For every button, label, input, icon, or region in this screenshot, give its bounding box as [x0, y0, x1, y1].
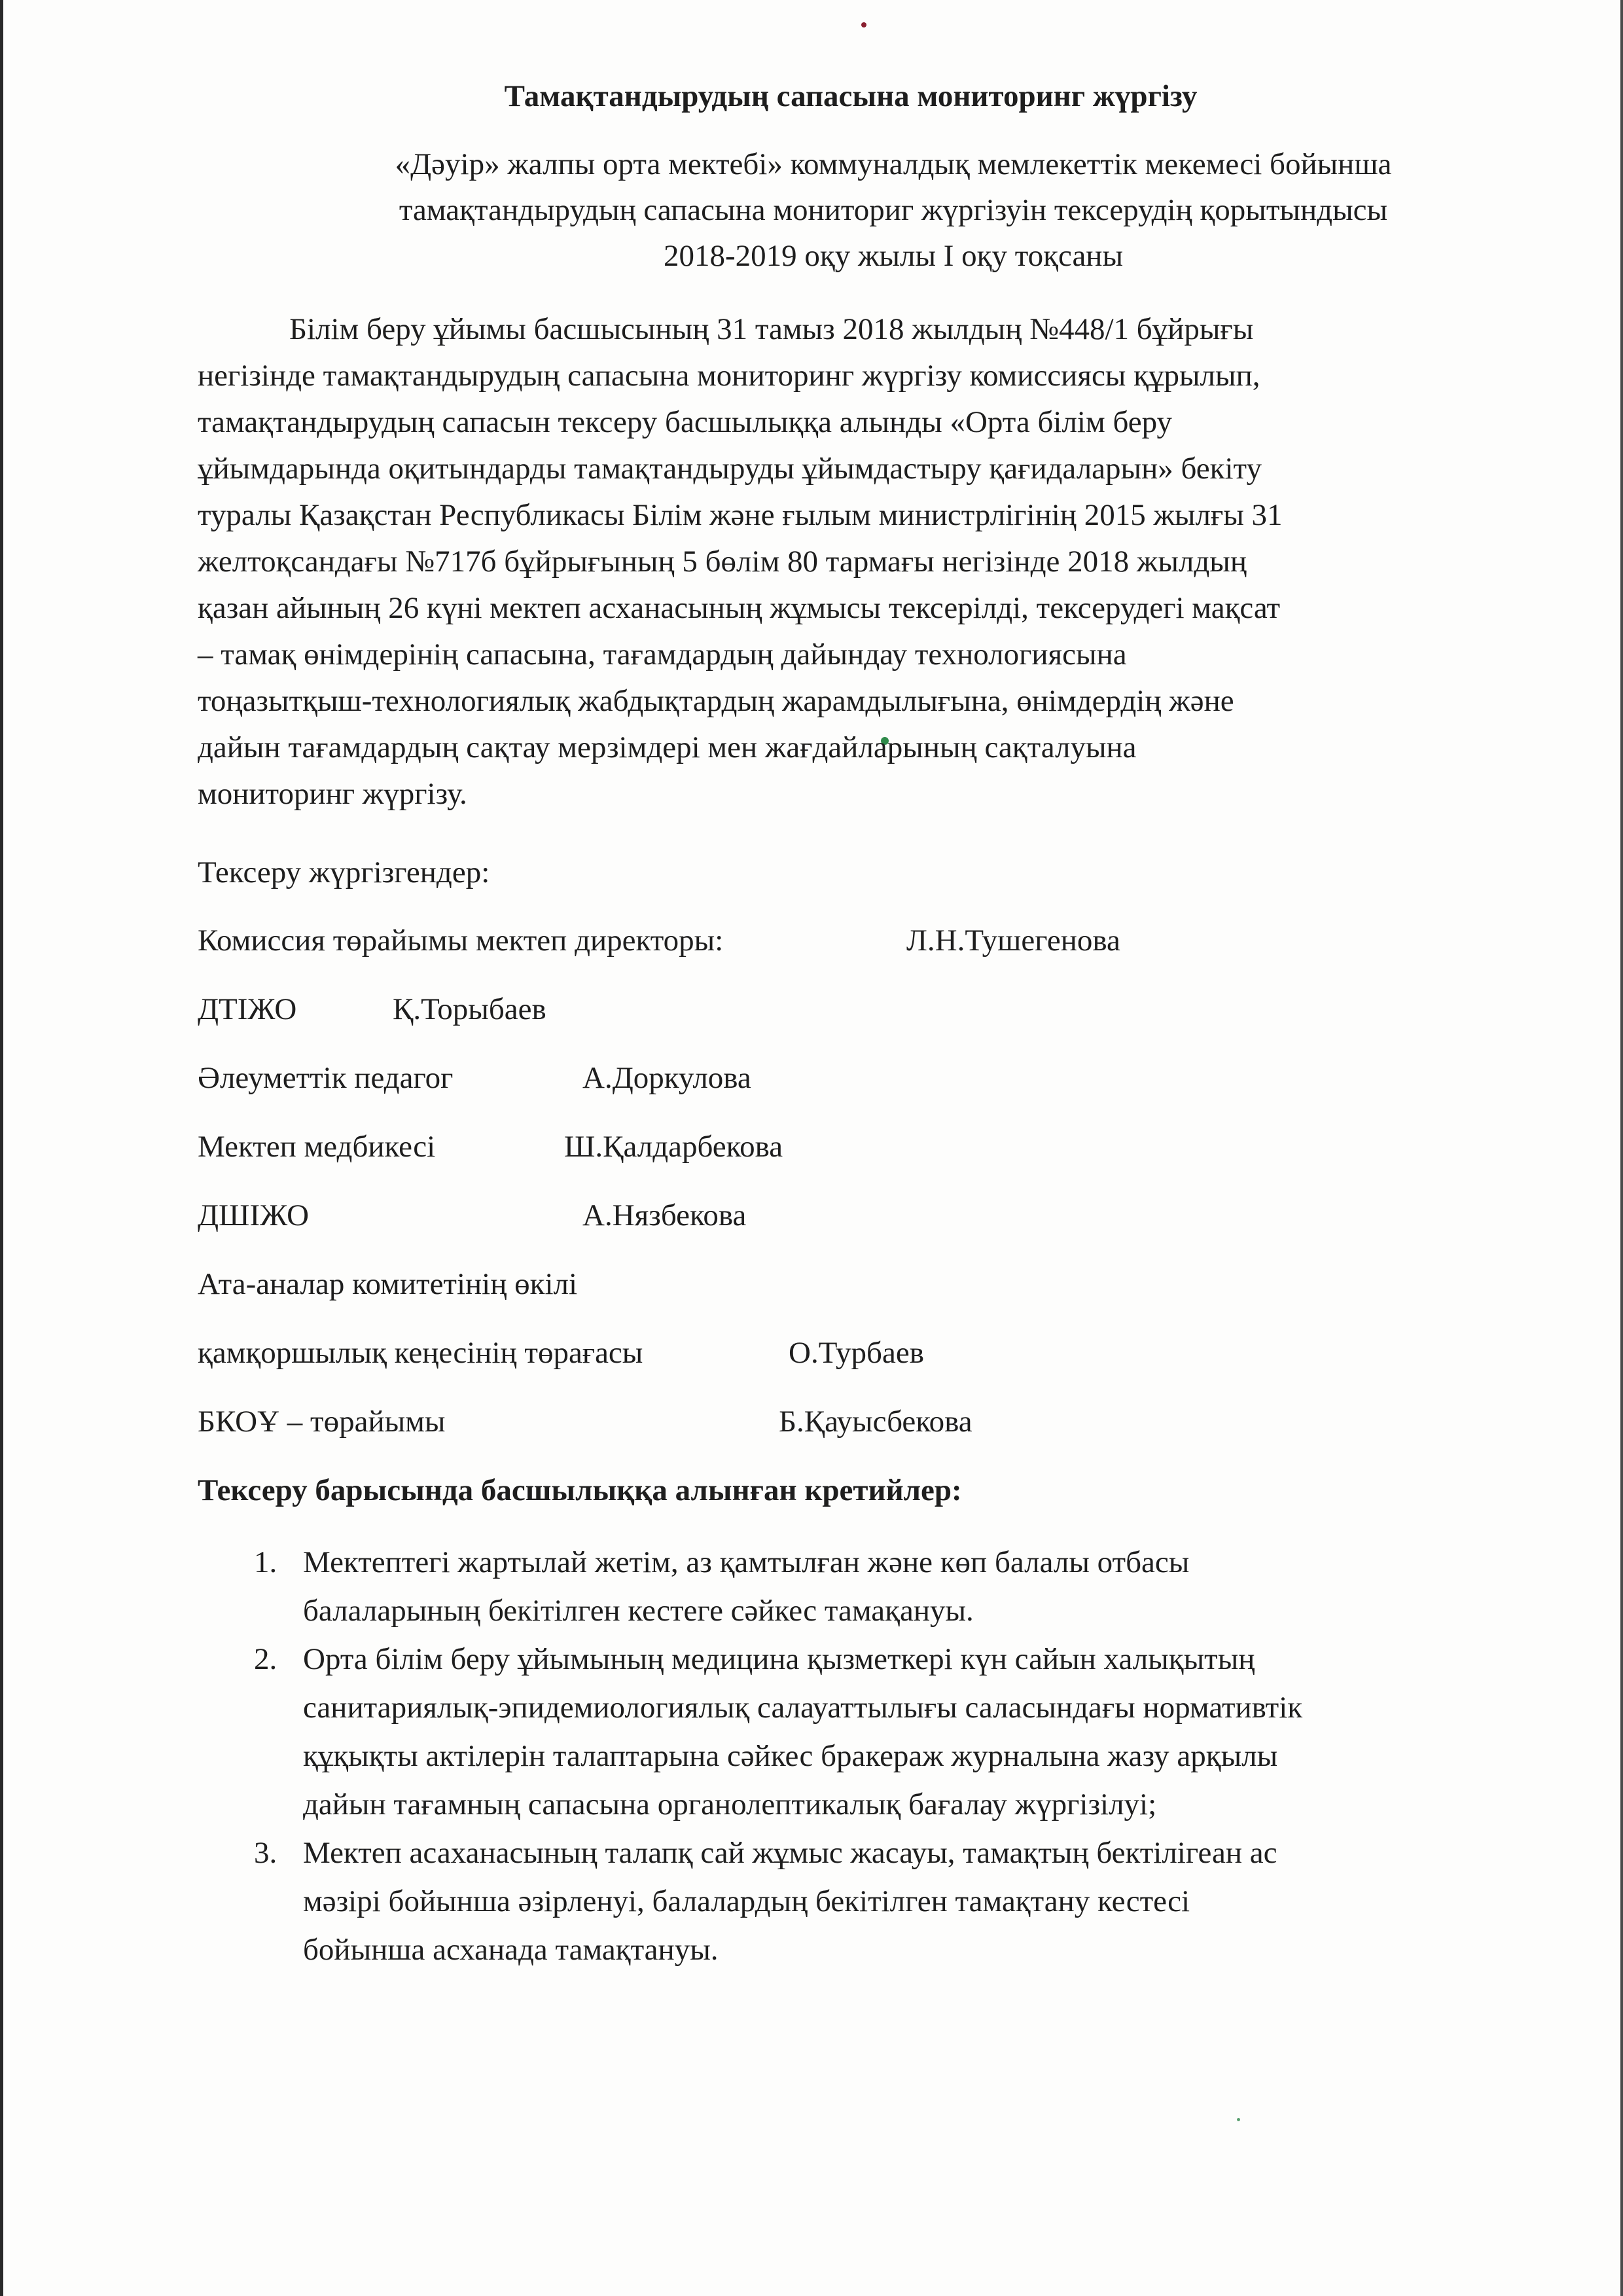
- scan-dot-green-small: [1237, 2118, 1240, 2121]
- criteria-heading: Тексеру барысында басшылыққа алынған кретийлер:: [198, 1473, 962, 1507]
- criteria-item: [254, 1829, 1563, 1974]
- intro-paragraph: [198, 306, 1546, 817]
- criteria-line: Мектептегі жартылай жетім, аз қамтылған және көп балалы отбасы: [303, 1545, 1190, 1579]
- bkou-role: БКОҰ – төрайымы: [198, 1405, 446, 1439]
- criteria-text: [303, 1635, 1563, 1829]
- criteria-text: [303, 1538, 1563, 1635]
- intro-line: тамақтандырудың сапасын тексеру басшылыққа алынды «Орта білім беру: [198, 405, 1173, 439]
- criteria-line: мәзірі бойынша әзірленуі, балалардың бекітілген тамақтану кестесі: [303, 1884, 1190, 1918]
- intro-line: – тамақ өнімдерінің сапасына, тағамдардың дайындау технологиясына: [198, 637, 1127, 672]
- criteria-line: балаларының бекітілген кестеге сәйкес тамақануы.: [303, 1594, 974, 1628]
- criteria-item: [254, 1538, 1563, 1635]
- inspectors-label: Тексеру жүргізгендер:: [198, 855, 490, 889]
- member-role: ДТІЖО: [198, 992, 297, 1026]
- intro-line: туралы Қазақстан Республикасы Білім және ғылым министрлігінің 2015 жылғы 31: [198, 498, 1283, 532]
- intro-line: ұйымдарында оқитындарды тамақтандыруды ұйымдастыру қағидаларын» бекіту: [198, 452, 1262, 486]
- intro-line: тоңазытқыш-технологиялық жабдықтардың жарамдылығына, өнімдердің және: [198, 684, 1234, 718]
- criteria-line: Орта білім беру ұйымының медицина қызметкері күн сайын халықытың: [303, 1642, 1255, 1676]
- member-role: Әлеуметтік педагог: [198, 1061, 454, 1095]
- member-name: А.Доркулова: [582, 1061, 751, 1095]
- subtitle-line: тамақтандырудың сапасына мониториг жүргізуін тексерудің қорытындысы: [399, 193, 1388, 227]
- intro-line: қазан айының 26 күні мектеп асханасының жұмысы тексерілді, тексерудегі мақсат: [198, 591, 1281, 625]
- scan-edge-left: [0, 0, 3, 2296]
- chair-role: Комиссия төрайымы мектеп директоры:: [198, 924, 724, 958]
- document-title: Тамақтандырудың сапасына мониторинг жүргізу: [504, 79, 1198, 113]
- criteria-line: санитариялық-эпидемиологиялық салауаттылығы саласындағы нормативтік: [303, 1691, 1303, 1725]
- subtitle-line: 2018-2019 оқу жылы I оқу тоқсаны: [663, 239, 1124, 273]
- intro-line: мониторинг жүргізу.: [198, 777, 467, 811]
- criteria-item: [254, 1635, 1563, 1829]
- criteria-text: [303, 1829, 1563, 1974]
- subtitle-line: «Дәуір» жалпы орта мектебі» коммуналдық мемлекеттік мекемесі бойынша: [395, 147, 1392, 181]
- intro-line: негізінде тамақтандырудың сапасына мониторинг жүргізу комиссиясы құрылып,: [198, 359, 1260, 393]
- board-chair-name: О.Турбаев: [789, 1336, 924, 1370]
- criteria-line: құқықты актілерін талаптарына сәйкес бракераж журналына жазу арқылы: [303, 1739, 1278, 1773]
- member-name: Ш.Қалдарбекова: [564, 1130, 783, 1164]
- chair-name: Л.Н.Тушегенова: [906, 924, 1120, 958]
- board-chair-role: қамқоршылық кеңесінің төрағасы: [198, 1336, 643, 1370]
- criteria-list: [254, 1538, 1563, 1974]
- bkou-name: Б.Қауысбекова: [779, 1405, 972, 1439]
- criteria-number: 2.: [254, 1642, 277, 1676]
- parents-rep: Ата-аналар комитетінің өкілі: [198, 1267, 578, 1301]
- member-name: Қ.Торыбаев: [393, 992, 546, 1026]
- document-subtitle: [249, 141, 1538, 279]
- intro-line: дайын тағамдардың сақтау мерзімдері мен жағдайларының сақталуына: [198, 730, 1137, 764]
- criteria-line: дайын тағамның сапасына органолептикалық бағалау жүргізілуі;: [303, 1787, 1157, 1821]
- criteria-number: 3.: [254, 1836, 277, 1870]
- criteria-line: бойынша асханада тамақтануы.: [303, 1933, 719, 1967]
- intro-line: Білім беру ұйымы басшысының 31 тамыз 2018 жылдың №448/1 бұйрығы: [289, 312, 1254, 346]
- intro-line: желтоқсандағы №717б бұйрығының 5 бөлім 80 тармағы негізінде 2018 жылдың: [198, 545, 1247, 579]
- criteria-number: 1.: [254, 1545, 277, 1579]
- scan-edge-right: [1620, 0, 1623, 2296]
- member-role: ДШІЖО: [198, 1198, 310, 1232]
- scan-dot-red: [861, 22, 866, 27]
- criteria-line: Мектеп асаханасының талапқ сай жұмыс жасауы, тамақтың бектілігеан ас: [303, 1836, 1277, 1870]
- member-name: А.Нязбекова: [582, 1198, 747, 1232]
- member-role: Мектеп медбикесі: [198, 1130, 436, 1164]
